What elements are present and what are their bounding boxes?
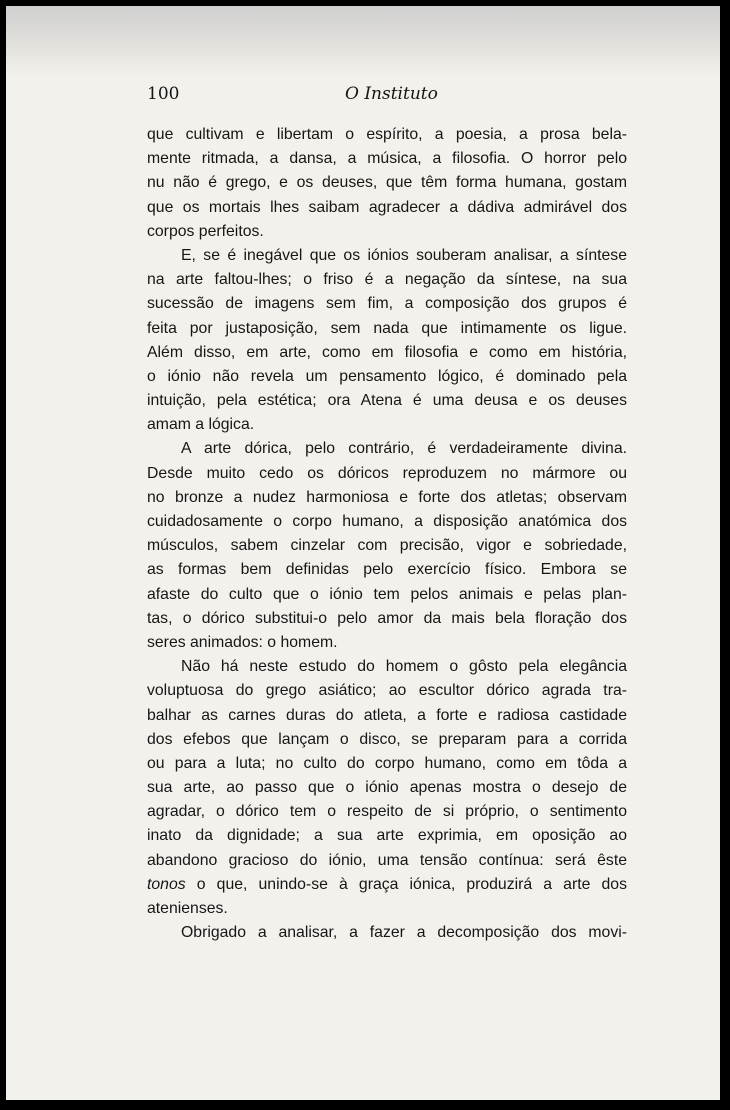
- text-line: nu não é grego, e os deuses, que têm forma humana, gostam: [147, 174, 627, 192]
- text-line: seres animados: o homem.: [147, 633, 338, 651]
- text-line: inato da dignidade; a sua arte exprimia, em oposição ao: [147, 827, 627, 845]
- italic-term: tonos: [147, 875, 186, 893]
- text-line: sucessão de imagens sem fim, a composição dos grupos é: [147, 295, 627, 313]
- text-line: Não há neste estudo do homem o gôsto pela elegância: [181, 658, 627, 676]
- text-line: na arte faltou-lhes; o friso é a negação da síntese, na sua: [147, 271, 627, 289]
- text-line: cuidadosamente o corpo humano, a disposição anatómica dos: [147, 513, 627, 530]
- text-line: Desde muito cedo os dóricos reproduzem no mármore ou: [147, 464, 627, 482]
- text-line: feita por justaposição, sem nada que intimamente os ligue.: [147, 319, 627, 337]
- text-line: as formas bem definidas pelo exercício físico. Embora se: [147, 561, 627, 579]
- page-number: 100: [147, 84, 180, 104]
- text-line: corpos perfeitos.: [147, 222, 264, 240]
- text-line: no bronze a nudez harmoniosa e forte dos atletas; observam: [147, 488, 627, 506]
- text-line: que cultivam e libertam o espírito, a poesia, a prosa bela-: [147, 126, 627, 143]
- text-line: tas, o dórico substitui-o pelo amor da mais bela floração dos: [147, 609, 627, 627]
- text-line: atenienses.: [147, 900, 228, 917]
- body-text: [147, 123, 627, 945]
- running-title: O Instituto: [345, 84, 438, 104]
- text-line: mente ritmada, a dansa, a música, a filosofia. O horror pelo: [147, 150, 627, 168]
- text-line: o iónio não revela um pensamento lógico, é dominado pela: [147, 367, 627, 385]
- text-line: sua arte, ao passo que o iónio apenas mostra o desejo de: [147, 779, 627, 797]
- text-line: músculos, sabem cinzelar com precisão, vigor e sobriedade,: [147, 537, 627, 555]
- text-line: amam a lógica.: [147, 416, 255, 434]
- text-line: ou para a luta; no culto do corpo humano, como em tôda a: [147, 754, 627, 772]
- text-line: A arte dórica, pelo contrário, é verdadeiramente divina.: [181, 440, 627, 458]
- text-line: abandono gracioso do iónio, uma tensão contínua: será êste: [147, 851, 627, 869]
- text-line: intuição, pela estética; ora Atena é uma deusa e os deuses: [147, 392, 627, 410]
- text-line: balhar as carnes duras do atleta, a forte e radiosa castidade: [147, 706, 627, 724]
- text-line: E, se é inegável que os iónios souberam analisar, a síntese: [181, 246, 627, 264]
- text-line: que os mortais lhes saibam agradecer a dádiva admirável dos: [147, 198, 627, 216]
- text-line: tonos o que, unindo-se à graça iónica, produzirá a arte dos: [147, 875, 627, 893]
- text-line: Obrigado a analisar, a fazer a decomposição dos movi-: [181, 924, 627, 942]
- text-line: agradar, o dórico tem o respeito de si próprio, o sentimento: [147, 803, 627, 821]
- scan-edge-shading: [6, 6, 720, 76]
- text-line: voluptuosa do grego asiático; ao escultor dórico agrada tra-: [147, 682, 627, 700]
- book-page: [6, 6, 720, 1100]
- page-header: [147, 84, 627, 110]
- text-line: Além disso, em arte, como em filosofia e como em história,: [147, 343, 627, 361]
- text-line: dos efebos que lançam o disco, se preparam para a corrida: [147, 730, 627, 748]
- text-line: afaste do culto que o iónio tem pelos animais e pelas plan-: [147, 585, 627, 603]
